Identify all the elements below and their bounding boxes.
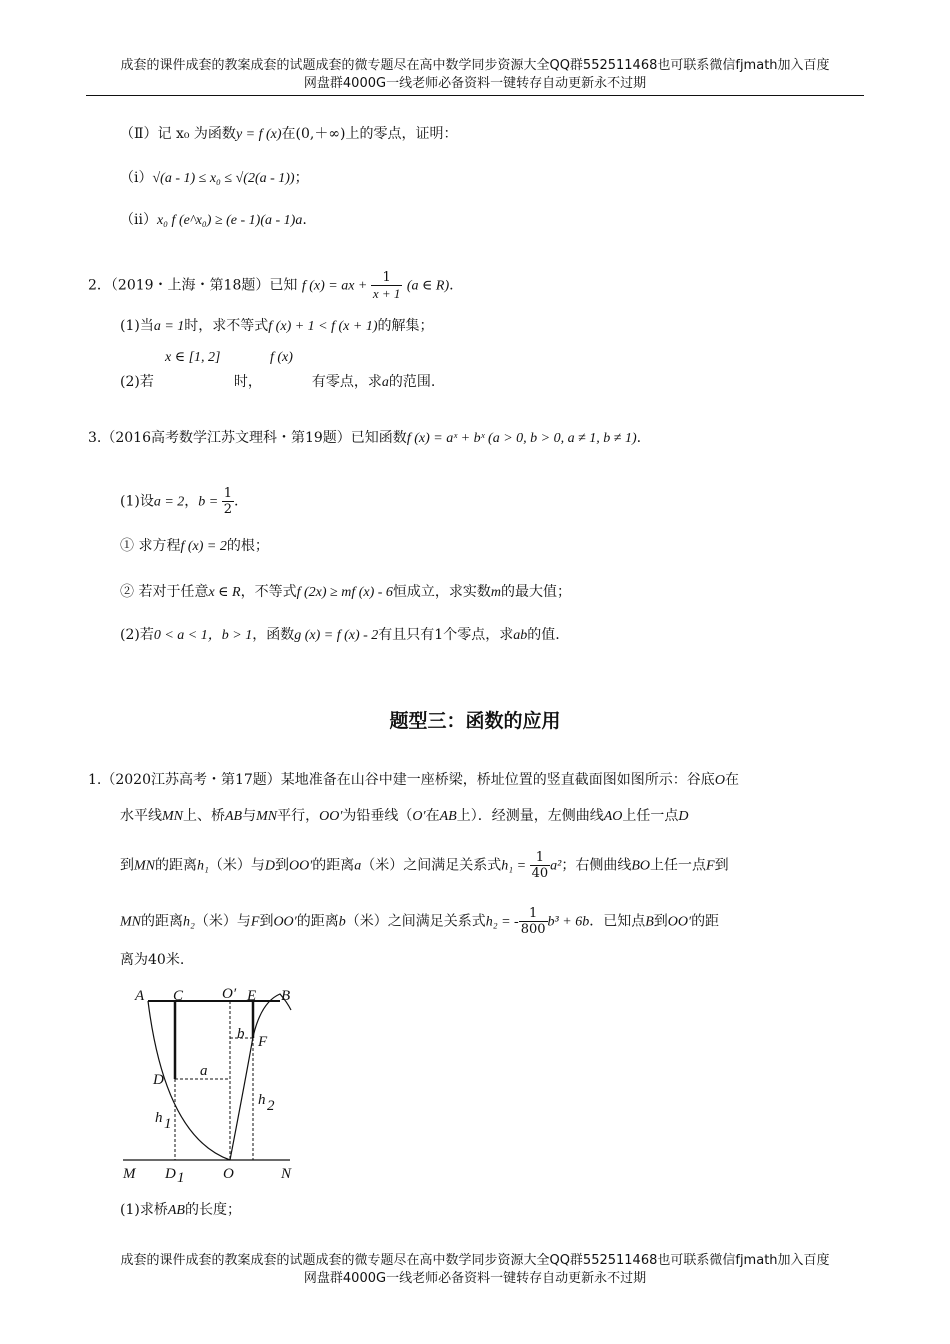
p3-q1-b: b =	[198, 494, 222, 510]
footer-line-1: 成套的课件成套的教案成套的试题成套的微专题尽在高中数学同步资源大全QQ群552511468也可联系微信fjmath加入百度	[120, 1253, 830, 1268]
p2-func-lhs: f (x) = ax +	[301, 278, 371, 294]
bridge-figure	[115, 982, 315, 1182]
section-title: 题型三：函数的应用	[389, 710, 561, 732]
p2-func-rhs: (a ∈ R)	[406, 278, 450, 294]
label-d1: D	[165, 1166, 176, 1182]
p3-q2-c2: ，b > 1	[207, 628, 253, 643]
p3-c2-ineq: f (2x) ≥ mf (x) - 6	[296, 585, 393, 600]
p4-line-2: 水平线MN上、桥AB与MN平行，OO′为铅垂线（O′在AB上）．经测量，左侧曲线AO上任一点D	[120, 808, 689, 824]
p1-i-end: ；	[294, 170, 309, 186]
p1-part2-i	[120, 168, 309, 189]
p3-c1: ① 求方程f (x) = 2的根；	[120, 538, 269, 554]
p1-i-expr: √(a - 1) ≤ x₀ ≤ √(2(a - 1))	[152, 171, 295, 186]
p3-c2: ② 若对于任意x ∈ R，不等式f (2x) ≥ mf (x) - 6恒成立，求实数m的最大值；	[120, 584, 572, 600]
p1-part2-func: y = f (x)	[235, 127, 282, 142]
label-e: E	[247, 988, 257, 1004]
label-o-prime: O′	[222, 986, 237, 1002]
p1-part2-ii	[120, 210, 307, 231]
p3-c2-m: m	[490, 585, 502, 600]
label-o: O	[223, 1166, 234, 1182]
p4-line-3: 到MN的距离h₁（米）与D到OO′的距离a（米）之间满足关系式h₁ = $\frac{1}{40}$ a²；右侧曲线BO上任一点F到	[120, 850, 729, 881]
p3-source: （2016高考数学江苏文理科・第19题）已知函数	[101, 430, 407, 446]
label-b: B	[281, 988, 291, 1004]
p2-stem: 2．（2019・上海・第18题）已知 f (x) = ax + $\frac{1}{x + 1}$ (a ∈ R).	[88, 270, 454, 301]
header-line-1: 成套的课件成套的教案成套的试题成套的微专题尽在高中数学同步资源大全QQ群552511468也可联系微信fjmath加入百度	[120, 58, 830, 73]
header-divider	[86, 95, 864, 96]
p3-q2-ab: ab	[513, 628, 528, 643]
header-line-2: 网盘群4000G一线老师必备资料一键转存自动更新永不过期	[303, 76, 647, 91]
p1-part2-suffix: 在(0,＋∞)上的零点，证明：	[281, 126, 458, 142]
label-h2-sub: 2	[267, 1098, 275, 1114]
p3-q2: (2)若0 < a < 1，b > 1，函数g (x) = f (x) - 2有且只有1个零点，求ab的值.	[120, 627, 560, 643]
p3-q2-c1: 0 < a < 1	[153, 628, 208, 643]
label-m: M	[123, 1166, 136, 1182]
label-f: F	[258, 1034, 268, 1050]
p4-line-1: 1.（2020江苏高考・第17题）某地准备在山谷中建一座桥梁，桥址位置的竖直截面图如图所示：谷底O在	[88, 772, 739, 788]
p2-q1: (1)当a = 1时，求不等式f (x) + 1 < f (x + 1)的解集；	[120, 318, 434, 334]
p4-h1-fraction: $\frac{1}{40}$	[531, 850, 549, 881]
p1-part2	[120, 124, 457, 145]
label-a-dist: a	[200, 1063, 208, 1079]
label-c: C	[173, 988, 184, 1004]
p1-part2-prefix: （Ⅱ）记 x₀ 为函数	[120, 126, 236, 142]
p4-line-5: 离为40米.	[120, 952, 185, 968]
p4-q1: (1)求桥AB的长度；	[120, 1202, 241, 1218]
label-n: N	[281, 1166, 292, 1182]
p1-ii-expr: x₀ f (e^x₀) ≥ (e - 1)(a - 1)a	[156, 213, 303, 228]
p2-q2: (2)若 时， 有零点，求a的范围.	[120, 374, 436, 390]
p3-c1-eq: f (x) = 2	[180, 539, 227, 554]
label-b-dist: b	[237, 1026, 245, 1042]
p2-q1-ineq: f (x) + 1 < f (x + 1)	[268, 319, 378, 334]
p3-stem: 3.（2016高考数学江苏文理科・第19题）已知函数f (x) = aˣ + bˣ (a > 0, b > 0, a ≠ 1, b ≠ 1).	[88, 430, 642, 446]
p2-q2-cond: x ∈ [1, 2]	[165, 350, 221, 365]
p3-func: f (x) = aˣ + bˣ (a > 0, b > 0, a ≠ 1, b ≠ 1)	[406, 431, 637, 446]
p3-q1: (1)设a = 2，b = $\frac{1}{2}$ .	[120, 486, 239, 517]
p3-q1-a: a = 2	[153, 494, 185, 510]
p3-q2-g: g (x) = f (x) - 2	[294, 628, 379, 643]
p1-ii-label: （ⅱ）	[120, 212, 157, 228]
label-d: D	[153, 1072, 164, 1088]
label-d1-sub: 1	[177, 1170, 185, 1182]
label-h1: h	[155, 1110, 163, 1126]
label-h1-sub: 1	[164, 1116, 172, 1132]
label-a: A	[135, 988, 145, 1004]
p4-h2-fraction: $\frac{1}{800}$	[520, 906, 546, 937]
curve-bo	[230, 994, 291, 1160]
p1-i-label: （ⅰ）	[120, 170, 153, 186]
p2-q2-var: a	[381, 375, 389, 390]
p2-number: 2．	[88, 277, 111, 294]
p2-q1-cond: a = 1	[153, 319, 185, 334]
footer-line-2: 网盘群4000G一线老师必备资料一键转存自动更新永不过期	[303, 1271, 647, 1286]
label-h2: h	[258, 1092, 266, 1108]
p3-q1-fraction: $\frac{1}{2}$	[223, 486, 233, 517]
p2-q2-func: f (x)	[270, 350, 293, 365]
p1-ii-end: .	[302, 212, 307, 228]
p2-source: （2019・上海・第18题）已知	[110, 277, 298, 294]
p3-c2-x: x ∈ R	[208, 585, 241, 600]
p4-line-4: MN的距离h₂（米）与F到OO′的距离b（米）之间满足关系式h₂ = - $\frac{1}{800}$ b³ + 6b．已知点B到OO′的距	[120, 906, 720, 937]
p2-fraction: $\frac{1}{x + 1}$	[372, 270, 401, 301]
